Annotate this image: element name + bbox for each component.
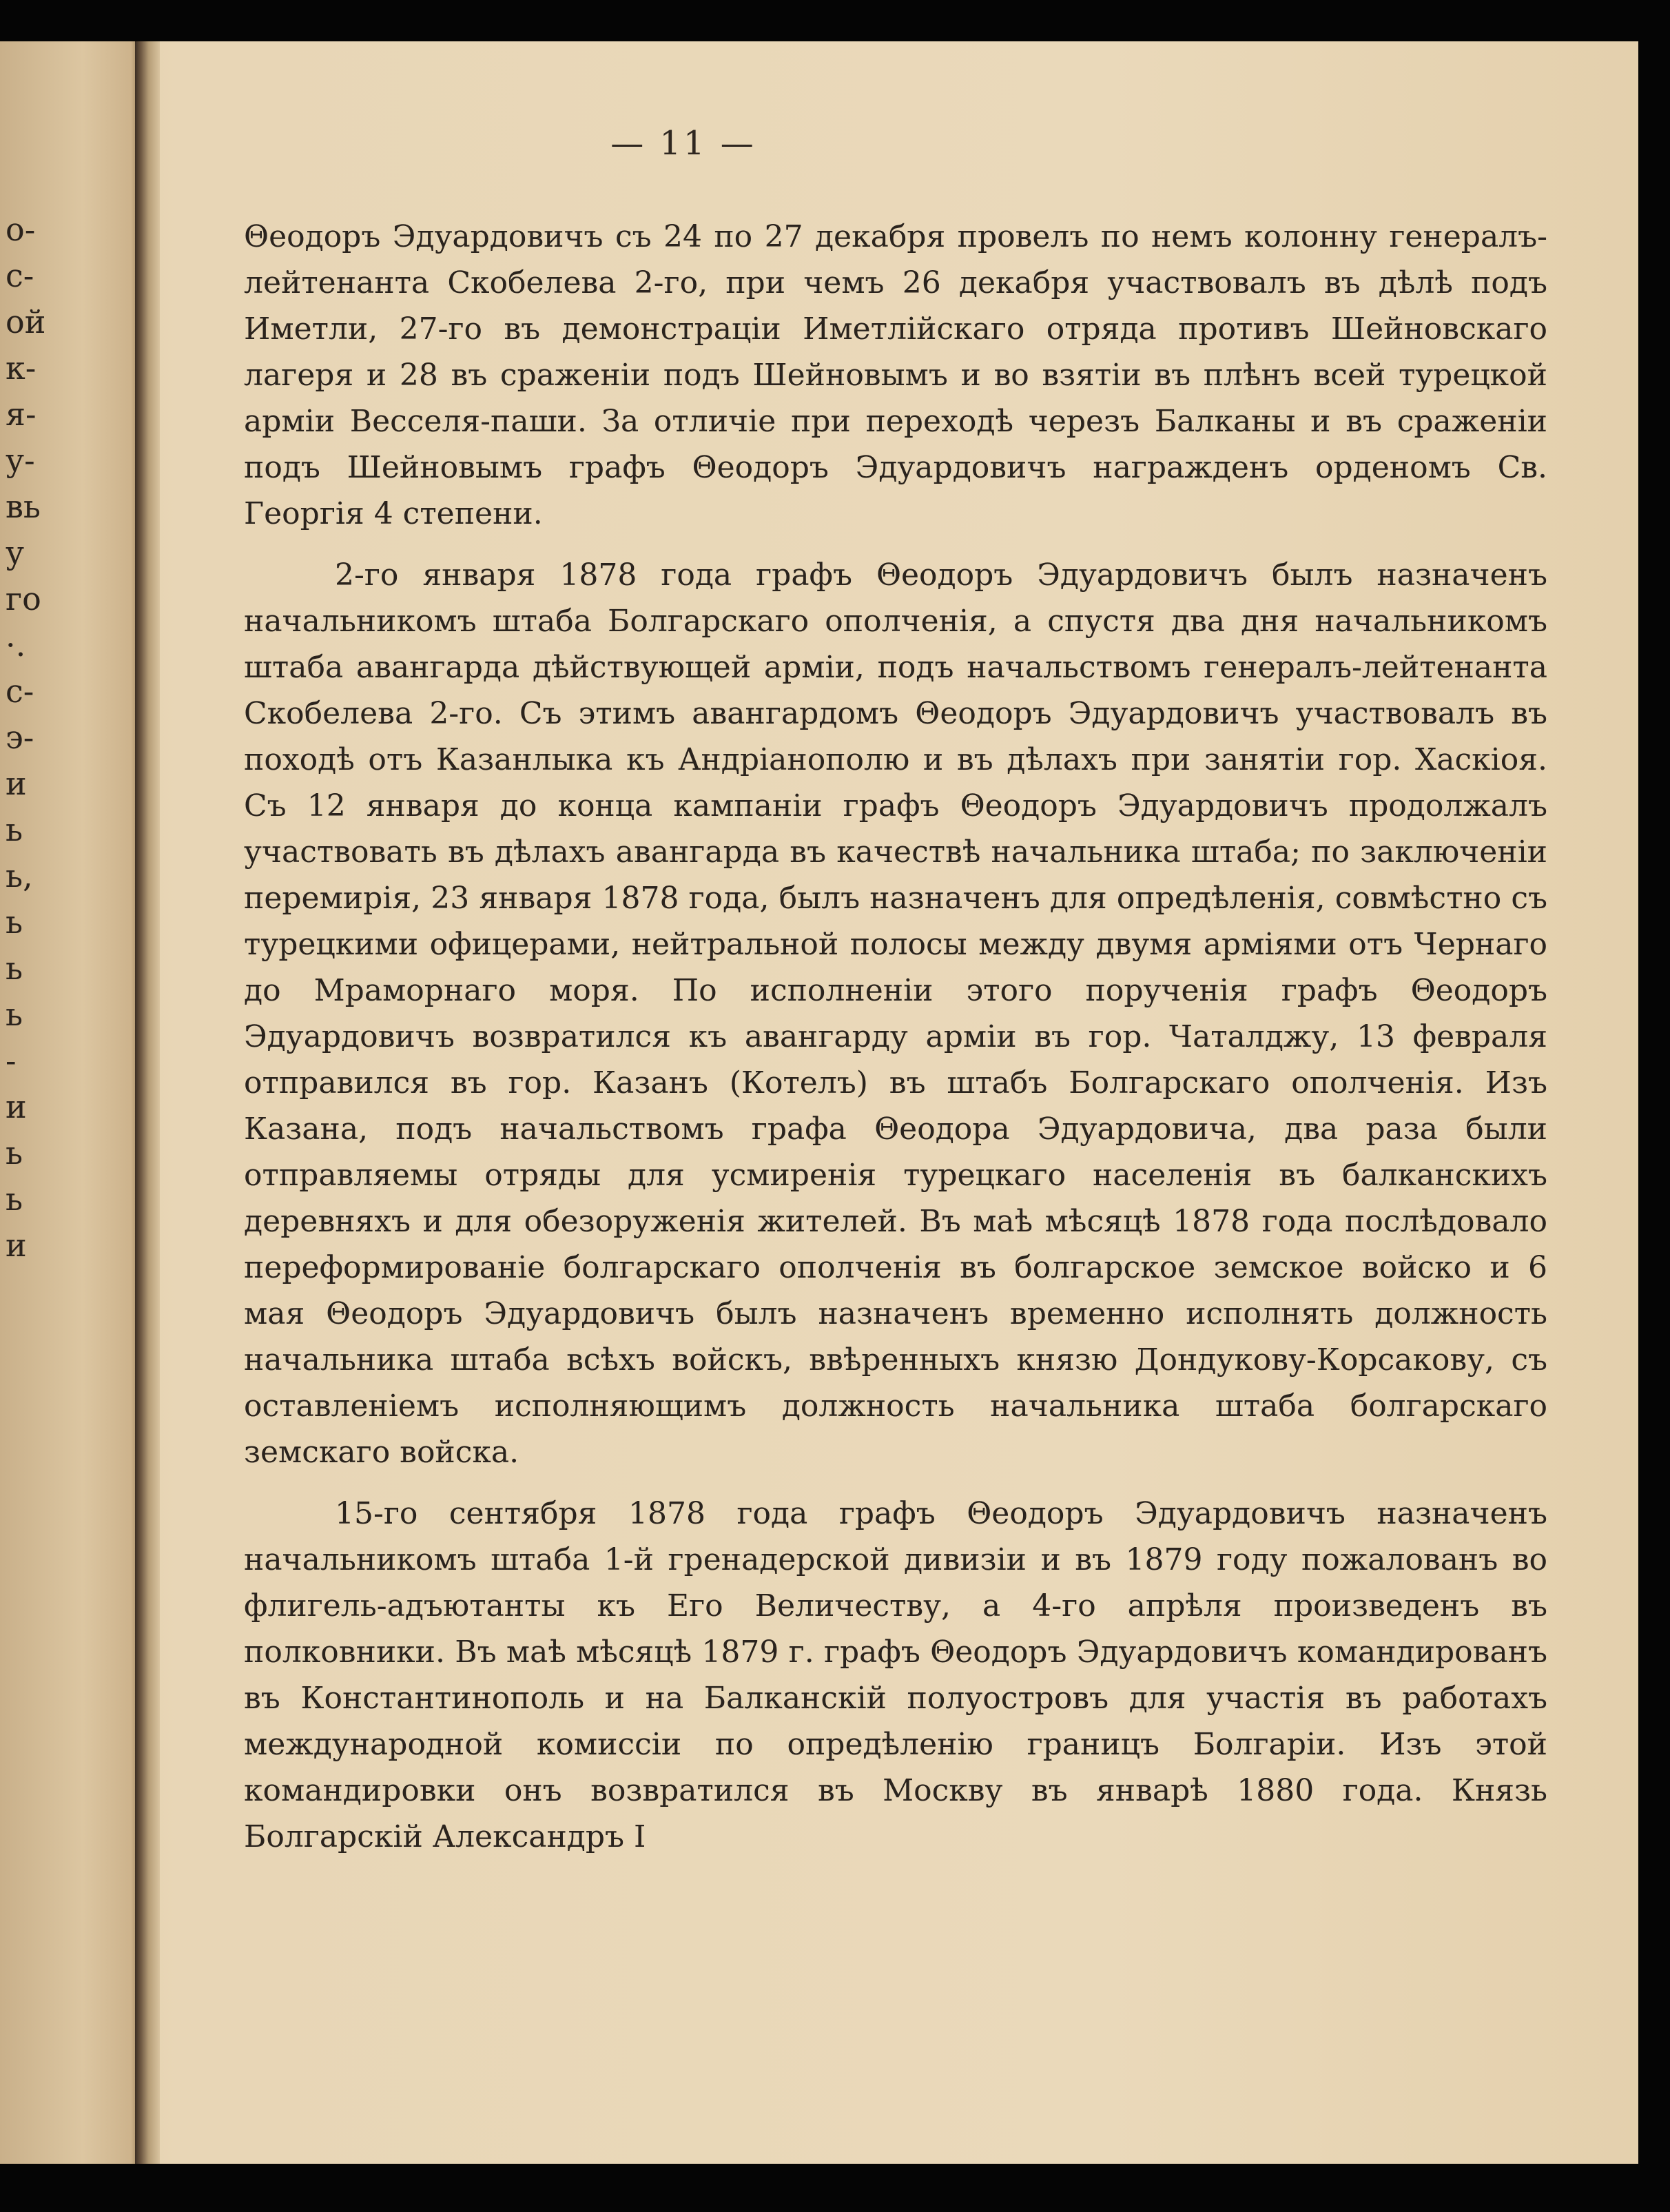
body-text	[244, 214, 1547, 1860]
left-fragment: и	[6, 765, 27, 802]
left-fragment: к-	[6, 349, 37, 387]
left-fragment: с-	[6, 673, 34, 710]
left-fragment: ь	[6, 811, 23, 848]
left-fragment: ·.	[6, 626, 26, 664]
left-page-text-fragments	[0, 207, 46, 1269]
left-fragment: ой	[6, 303, 46, 340]
left-fragment: ь,	[6, 857, 33, 894]
left-fragment: и	[6, 1088, 27, 1125]
book-gutter	[135, 41, 160, 2164]
left-fragment: у-	[6, 442, 35, 479]
left-fragment: ь	[6, 903, 23, 941]
paragraph: 15-го сентября 1878 года графъ Θеодоръ Эдуардовичъ назначенъ начальникомъ штаба 1-й гренадерской дивизіи и въ 1879 году пожалованъ во флигель-адъютанты къ Его Величеству, а 4-го апрѣля произведенъ въ полковники. Въ маѣ мѣсяцѣ 1879 г. графъ Θеодоръ Эдуардовичъ командированъ въ Константинополь и на Балканскій полуостровъ для участія въ работахъ международной комиссіи по опредѣленію границъ Болгаріи. Изъ этой командировки онъ возвратился въ Москву въ январѣ 1880 года. Князь Болгарскій Александръ I	[244, 1496, 1547, 1854]
left-fragment: ь	[6, 996, 23, 1033]
left-fragment: у	[6, 534, 25, 571]
left-fragment: э-	[6, 719, 34, 756]
right-page	[160, 41, 1638, 2164]
scanned-spread	[0, 41, 1638, 2164]
left-page-edge	[0, 41, 138, 2164]
left-fragment: -	[6, 1042, 17, 1079]
left-fragment: вь	[6, 488, 41, 525]
paragraph: 2-го января 1878 года графъ Θеодоръ Эдуардовичъ былъ назначенъ начальникомъ штаба Болгарскаго ополченія, а спустя два дня начальникомъ штаба авангарда дѣйствующей арміи, подъ начальствомъ генералъ-лейтенанта Скобелева 2-го. Съ этимъ авангардомъ Θеодоръ Эдуардовичъ участвовалъ въ походѣ отъ Казанлыка къ Андріанополю и въ дѣлахъ при занятіи гор. Хаскіоя. Съ 12 января до конца кампаніи графъ Θеодоръ Эдуардовичъ продолжалъ участвовать въ дѣлахъ авангарда въ качествѣ начальника штаба; по заключеніи перемирія, 23 января 1878 года, былъ назначенъ для опредѣленія, совмѣстно съ турецкими офицерами, нейтральной полосы между двумя арміями отъ Чернаго до Мраморнаго моря. По исполненіи этого порученія графъ Θеодоръ Эдуардовичъ возвратился къ авангарду арміи въ гор. Чаталджу, 13 февраля отправился въ гор. Казанъ (Котелъ) въ штабъ Болгарскаго ополченія. Изъ Казана, подъ начальствомъ графа Θеодора Эдуардовича, два раза были отправляемы отряды для усмиренія турецкаго населенія въ балканскихъ деревняхъ и для обезоруженія жителей. Въ маѣ мѣсяцѣ 1878 года послѣдовало переформированіе болгарскаго ополченія въ болгарское земское войско и 6 мая Θеодоръ Эдуардовичъ былъ назначенъ временно исполнять должность начальника штаба всѣхъ войскъ, ввѣренныхъ князю Дондукову-Корсакову, съ оставленіемъ исполняющимъ должность начальника штаба болгарскаго земскаго войска.	[244, 557, 1547, 1470]
left-fragment: с-	[6, 257, 34, 294]
paragraph: Θеодоръ Эдуардовичъ съ 24 по 27 декабря провелъ по немъ колонну генералъ-лейтенанта Скобелева 2-го, при чемъ 26 декабря участвовалъ въ дѣлѣ подъ Иметли, 27-го въ демонстраціи Иметлійскаго отряда противъ Шейновскаго лагеря и 28 въ сраженіи подъ Шейновымъ и во взятіи въ плѣнъ всей турецкой арміи Весселя-паши. За отличіе при переходѣ черезъ Балканы и въ сраженіи подъ Шейновымъ графъ Θеодоръ Эдуардовичъ награжденъ орденомъ Св. Георгія 4 степени.	[244, 219, 1547, 531]
left-fragment: ь	[6, 1134, 23, 1171]
left-fragment: ь	[6, 1180, 23, 1218]
left-fragment: и	[6, 1227, 27, 1264]
left-fragment: о-	[6, 211, 36, 248]
page-number: — 11 —	[610, 124, 756, 163]
left-fragment: ь	[6, 950, 23, 987]
left-fragment: я-	[6, 396, 37, 433]
left-fragment: го	[6, 580, 41, 617]
